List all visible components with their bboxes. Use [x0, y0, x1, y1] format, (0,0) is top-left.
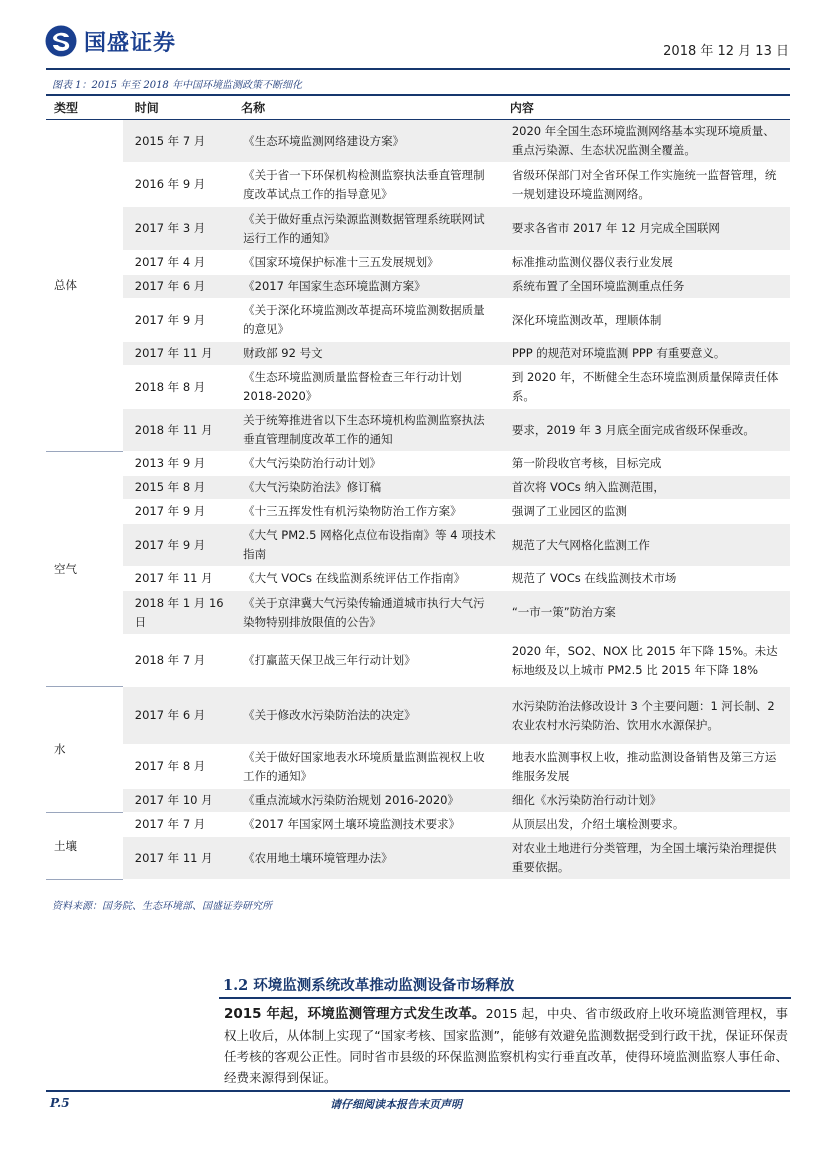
content-cell: 规范了大气网格化监测工作	[504, 524, 790, 567]
table-row	[46, 342, 790, 366]
col-header-name: 名称	[235, 95, 504, 120]
name-cell: 《大气污染防治行动计划》	[235, 452, 504, 476]
name-cell: 《2017 年国家网土壤环境监测技术要求》	[235, 813, 504, 837]
content-cell: 规范了 VOCs 在线监测技术市场	[504, 567, 790, 591]
time-cell: 2015 年 8 月	[123, 476, 235, 500]
guosheng-logo-icon	[44, 24, 78, 58]
time-cell: 2018 年 11 月	[123, 409, 235, 452]
name-cell: 关于统筹推进省以下生态环境机构监测监察执法垂直管理制度改革工作的通知	[235, 409, 504, 452]
paragraph-lead: 2015 年起，环境监测管理方式发生改革。	[224, 1006, 486, 1022]
name-cell: 《国家环境保护标准十三五发展规划》	[235, 251, 504, 275]
content-cell: 标准推动监测仪器仪表行业发展	[504, 251, 790, 275]
time-cell: 2018 年 1 月 16 日	[123, 591, 235, 635]
table-row	[46, 251, 790, 275]
category-cell: 空气	[46, 452, 123, 687]
name-cell: 《农用地土壤环境管理办法》	[235, 837, 504, 880]
paragraph-body: 2015 起，中央、省市级政府上收环境监测管理权，事权上收后，从体制上实现了“国家考核、国家监测”，能够有效避免监测数据受到行政干扰，保证环保责任考核的客观公正性。同时省市县级的环保监测监察机构实行垂直改革，使得环境监测监察人事任命、经费来源得到保证。	[224, 1006, 788, 1085]
content-cell: 从顶层出发，介绍土壤检测要求。	[504, 813, 790, 837]
name-cell: 《关于京津冀大气污染传输通道城市执行大气污染物特别排放限值的公告》	[235, 591, 504, 635]
time-cell: 2017 年 11 月	[123, 837, 235, 880]
table-row	[46, 591, 790, 635]
page-number: P.5	[50, 1096, 70, 1110]
name-cell: 《关于做好重点污染源监测数据管理系统联网试运行工作的通知》	[235, 207, 504, 251]
table-row	[46, 745, 790, 789]
time-cell: 2017 年 4 月	[123, 251, 235, 275]
col-header-time: 时间	[123, 95, 235, 120]
name-cell: 《重点流域水污染防治规划 2016-2020》	[235, 789, 504, 813]
report-date: 2018 年 12 月 13 日	[663, 44, 789, 59]
table-row	[46, 409, 790, 452]
table-row	[46, 635, 790, 687]
table-row	[46, 163, 790, 207]
col-header-type: 类型	[46, 95, 123, 120]
time-cell: 2017 年 11 月	[123, 567, 235, 591]
brand-logo	[44, 23, 176, 59]
content-cell: PPP 的规范对环境监测 PPP 有重要意义。	[504, 342, 790, 366]
name-cell: 《关于做好国家地表水环境质量监测监视权上收工作的通知》	[235, 745, 504, 789]
time-cell: 2018 年 8 月	[123, 366, 235, 409]
content-cell: 系统布置了全国环境监测重点任务	[504, 275, 790, 299]
content-cell: 第一阶段收官考核，目标完成	[504, 452, 790, 476]
body-paragraph	[224, 1003, 788, 1088]
content-cell: 深化环境监测改革，理顺体制	[504, 299, 790, 342]
footer-divider	[46, 1090, 790, 1092]
table-row	[46, 789, 790, 813]
table-row	[46, 687, 790, 745]
name-cell: 《打赢蓝天保卫战三年行动计划》	[235, 635, 504, 687]
table-row	[46, 500, 790, 524]
brand-name: 国盛证券	[84, 29, 177, 56]
content-cell: 对农业土地进行分类管理，为全国土壤污染治理提供重要依据。	[504, 837, 790, 880]
time-cell: 2015 年 7 月	[123, 120, 235, 163]
time-cell: 2017 年 9 月	[123, 299, 235, 342]
table-row	[46, 813, 790, 837]
content-cell: 水污染防治法修改设计 3 个主要问题：1 河长制、2 农业农村水污染防治、饮用水水源保护。	[504, 687, 790, 745]
content-cell: 省级环保部门对全省环保工作实施统一监督管理，统一规划建设环境监测网络。	[504, 163, 790, 207]
table-row	[46, 837, 790, 880]
content-cell: “一市一策”防治方案	[504, 591, 790, 635]
table-row	[46, 120, 790, 163]
content-cell: 要求各省市 2017 年 12 月完成全国联网	[504, 207, 790, 251]
content-cell: 细化《水污染防治行动计划》	[504, 789, 790, 813]
page-header	[0, 0, 827, 70]
time-cell: 2017 年 7 月	[123, 813, 235, 837]
header-divider	[46, 68, 790, 70]
source-note: 资料来源：国务院、生态环境部、国盛证券研究所	[52, 901, 272, 912]
name-cell: 《关于修改水污染防治法的决定》	[235, 687, 504, 745]
name-cell: 《关于省一下环保机构检测监察执法垂直管理制度改革试点工作的指导意见》	[235, 163, 504, 207]
footer-disclaimer: 请仔细阅读本报告末页声明	[330, 1098, 462, 1111]
content-cell: 要求，2019 年 3 月底全面完成省级环保垂改。	[504, 409, 790, 452]
time-cell: 2017 年 6 月	[123, 687, 235, 745]
name-cell: 《关于深化环境监测改革提高环境监测数据质量的意见》	[235, 299, 504, 342]
content-cell: 2020 年，SO2、NOX 比 2015 年下降 15%。未达标地级及以上城市 PM2.5 比 2015 年下降 18%	[504, 635, 790, 687]
time-cell: 2018 年 7 月	[123, 635, 235, 687]
policy-table	[46, 94, 790, 880]
category-cell: 水	[46, 687, 123, 813]
name-cell: 《2017 年国家生态环境监测方案》	[235, 275, 504, 299]
table-header-row	[46, 95, 790, 120]
table-row	[46, 567, 790, 591]
time-cell: 2013 年 9 月	[123, 452, 235, 476]
name-cell: 《大气污染防治法》修订稿	[235, 476, 504, 500]
name-cell: 《生态环境监测质量监督检查三年行动计划 2018-2020》	[235, 366, 504, 409]
content-cell: 首次将 VOCs 纳入监测范围，	[504, 476, 790, 500]
table-row	[46, 299, 790, 342]
category-cell: 土壤	[46, 813, 123, 880]
category-cell: 总体	[46, 120, 123, 452]
table-row	[46, 366, 790, 409]
content-cell: 到 2020 年，不断健全生态环境监测质量保障责任体系。	[504, 366, 790, 409]
time-cell: 2016 年 9 月	[123, 163, 235, 207]
content-cell: 2020 年全国生态环境监测网络基本实现环境质量、重点污染源、生态状况监测全覆盖。	[504, 120, 790, 163]
time-cell: 2017 年 3 月	[123, 207, 235, 251]
name-cell: 《生态环境监测网络建设方案》	[235, 120, 504, 163]
time-cell: 2017 年 9 月	[123, 524, 235, 567]
time-cell: 2017 年 10 月	[123, 789, 235, 813]
table-row	[46, 452, 790, 476]
time-cell: 2017 年 8 月	[123, 745, 235, 789]
table-row	[46, 476, 790, 500]
figure-caption: 图表 1：2015 年至 2018 年中国环境监测政策不断细化	[52, 80, 302, 91]
col-header-content: 内容	[504, 95, 790, 120]
table-row	[46, 524, 790, 567]
content-cell: 地表水监测事权上收，推动监测设备销售及第三方运维服务发展	[504, 745, 790, 789]
name-cell: 财政部 92 号文	[235, 342, 504, 366]
name-cell: 《十三五挥发性有机污染物防治工作方案》	[235, 500, 504, 524]
table-row	[46, 207, 790, 251]
content-cell: 强调了工业园区的监测	[504, 500, 790, 524]
table-body	[46, 120, 790, 880]
time-cell: 2017 年 6 月	[123, 275, 235, 299]
table-row	[46, 275, 790, 299]
section-heading-box	[219, 971, 791, 999]
name-cell: 《大气 VOCs 在线监测系统评估工作指南》	[235, 567, 504, 591]
section-heading: 1.2 环境监测系统改革推动监测设备市场释放	[223, 977, 515, 994]
time-cell: 2017 年 9 月	[123, 500, 235, 524]
name-cell: 《大气 PM2.5 网格化点位布设指南》等 4 项技术指南	[235, 524, 504, 567]
time-cell: 2017 年 11 月	[123, 342, 235, 366]
